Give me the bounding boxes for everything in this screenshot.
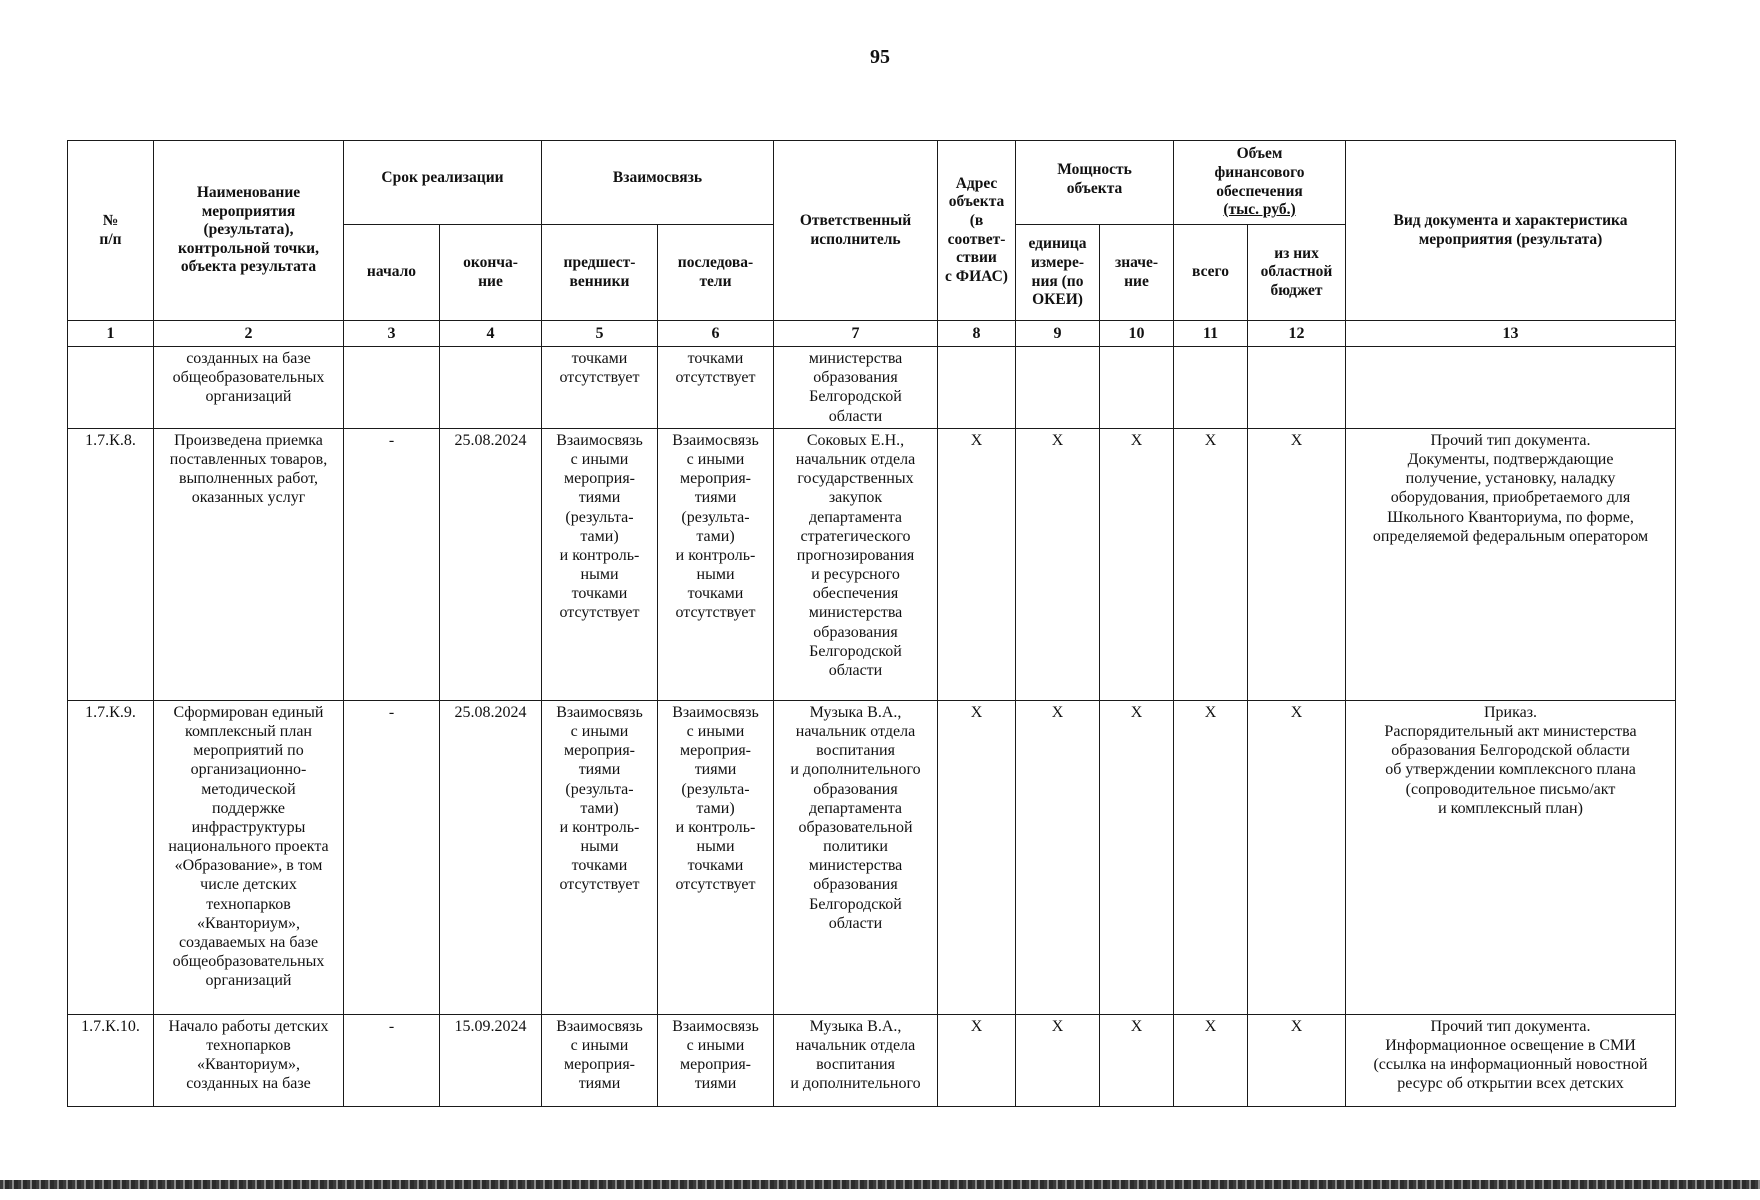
column-number-row [68, 321, 1676, 347]
cell-end: 15.09.2024 [440, 1014, 542, 1106]
column-number: 12 [1248, 321, 1346, 347]
header-responsible: Ответственный исполнитель [774, 141, 938, 321]
cell-num: 1.7.К.10. [68, 1014, 154, 1106]
cell-address: X [938, 700, 1016, 1014]
cell-prev: Взаимосвязь с иными мероприя- тиями (результа- тами) и контроль- ными точками отсутствует [542, 428, 658, 700]
cell-name: Произведена приемка поставленных товаров, выполненных работ, оказанных услуг [154, 428, 344, 700]
cell-prev: Взаимосвязь с иными мероприя- тиями [542, 1014, 658, 1106]
column-number: 1 [68, 321, 154, 347]
column-number: 8 [938, 321, 1016, 347]
cell-value: X [1100, 428, 1174, 700]
header-finance-total: всего [1174, 225, 1248, 321]
cell-responsible: Музыка В.А., начальник отдела воспитания и дополнительного образования департамента образовательной политики министерства образования Белгородской области [774, 700, 938, 1014]
cell-start: - [344, 1014, 440, 1106]
cell-regional: X [1248, 1014, 1346, 1106]
cell-address: X [938, 1014, 1016, 1106]
header-capacity-unit: единица измере- ния (по ОКЕИ) [1016, 225, 1100, 321]
cell-start: - [344, 428, 440, 700]
header-finance-regional: из них областной бюджет [1248, 225, 1346, 321]
cell-regional [1248, 347, 1346, 429]
cell-prev: точками отсутствует [542, 347, 658, 429]
plan-table [67, 140, 1676, 1107]
cell-doc: Прочий тип документа. Документы, подтверждающие получение, установку, наладку оборудования, приобретаемого для Школьного Кванториума, по форме, определяемой федеральным оператором [1346, 428, 1676, 700]
cell-total [1174, 347, 1248, 429]
cell-name: созданных на базе общеобразовательных организаций [154, 347, 344, 429]
cell-value [1100, 347, 1174, 429]
cell-name: Сформирован единый комплексный план мероприятий по организационно- методической поддержке инфраструктуры национального проекта «Образование», в том числе детских технопарков «Кванториум», создаваемых на базе общеобразовательных организаций [154, 700, 344, 1014]
header-term-end: оконча- ние [440, 225, 542, 321]
table-row [68, 700, 1676, 1014]
header-term-start: начало [344, 225, 440, 321]
page-number: 95 [870, 46, 890, 68]
header-relation-prev: предшест- венники [542, 225, 658, 321]
cell-responsible: Соковых Е.Н., начальник отдела государственных закупок департамента стратегического прогнозирования и ресурсного обеспечения министерства образования Белгородской области [774, 428, 938, 700]
cell-end [440, 347, 542, 429]
cell-doc [1346, 347, 1676, 429]
cell-num [68, 347, 154, 429]
header-name: Наименование мероприятия (результата), контрольной точки, объекта результата [154, 141, 344, 321]
cell-unit: X [1016, 700, 1100, 1014]
cell-total: X [1174, 700, 1248, 1014]
header-relation-next: последова- тели [658, 225, 774, 321]
cell-unit: X [1016, 428, 1100, 700]
cell-start [344, 347, 440, 429]
cell-start: - [344, 700, 440, 1014]
header-num: № п/п [68, 141, 154, 321]
cell-next: Взаимосвязь с иными мероприя- тиями [658, 1014, 774, 1106]
cell-next: Взаимосвязь с иными мероприя- тиями (результа- тами) и контроль- ными точками отсутствует [658, 700, 774, 1014]
cell-next: точками отсутствует [658, 347, 774, 429]
cell-doc: Прочий тип документа. Информационное освещение в СМИ (ссылка на информационный новостной ресурс об открытии всех детских [1346, 1014, 1676, 1106]
cell-regional: X [1248, 428, 1346, 700]
header-finance-unit: (тыс. руб.) [1223, 201, 1296, 219]
table-row [68, 1014, 1676, 1106]
column-number: 13 [1346, 321, 1676, 347]
cell-unit: X [1016, 1014, 1100, 1106]
cell-total: X [1174, 1014, 1248, 1106]
header-finance: Объем финансового обеспечения (тыс. руб.) [1174, 141, 1346, 225]
column-number: 9 [1016, 321, 1100, 347]
cell-num: 1.7.К.8. [68, 428, 154, 700]
header-address: Адрес объекта (в соответ- ствии с ФИАС) [938, 141, 1016, 321]
scan-edge-bar [0, 1180, 1760, 1189]
column-number: 2 [154, 321, 344, 347]
table-row [68, 428, 1676, 700]
column-number: 5 [542, 321, 658, 347]
header-term: Срок реализации [344, 141, 542, 225]
table-row [68, 347, 1676, 429]
cell-regional: X [1248, 700, 1346, 1014]
column-number: 7 [774, 321, 938, 347]
header-capacity: Мощность объекта [1016, 141, 1174, 225]
cell-num: 1.7.К.9. [68, 700, 154, 1014]
cell-value: X [1100, 1014, 1174, 1106]
column-number: 11 [1174, 321, 1248, 347]
cell-prev: Взаимосвязь с иными мероприя- тиями (результа- тами) и контроль- ными точками отсутствует [542, 700, 658, 1014]
cell-doc: Приказ. Распорядительный акт министерства образования Белгородской области об утверждении комплексного плана (сопроводительное письмо/акт и комплексный план) [1346, 700, 1676, 1014]
cell-value: X [1100, 700, 1174, 1014]
header-capacity-value: значе- ние [1100, 225, 1174, 321]
column-number: 3 [344, 321, 440, 347]
cell-unit [1016, 347, 1100, 429]
cell-total: X [1174, 428, 1248, 700]
cell-address [938, 347, 1016, 429]
cell-end: 25.08.2024 [440, 428, 542, 700]
cell-name: Начало работы детских технопарков «Кванториум», созданных на базе [154, 1014, 344, 1106]
cell-end: 25.08.2024 [440, 700, 542, 1014]
header-doc: Вид документа и характеристика мероприятия (результата) [1346, 141, 1676, 321]
column-number: 6 [658, 321, 774, 347]
header-relation: Взаимосвязь [542, 141, 774, 225]
cell-address: X [938, 428, 1016, 700]
cell-responsible: Музыка В.А., начальник отдела воспитания и дополнительного [774, 1014, 938, 1106]
cell-next: Взаимосвязь с иными мероприя- тиями (результа- тами) и контроль- ными точками отсутствует [658, 428, 774, 700]
cell-responsible: министерства образования Белгородской области [774, 347, 938, 429]
column-number: 4 [440, 321, 542, 347]
column-number: 10 [1100, 321, 1174, 347]
